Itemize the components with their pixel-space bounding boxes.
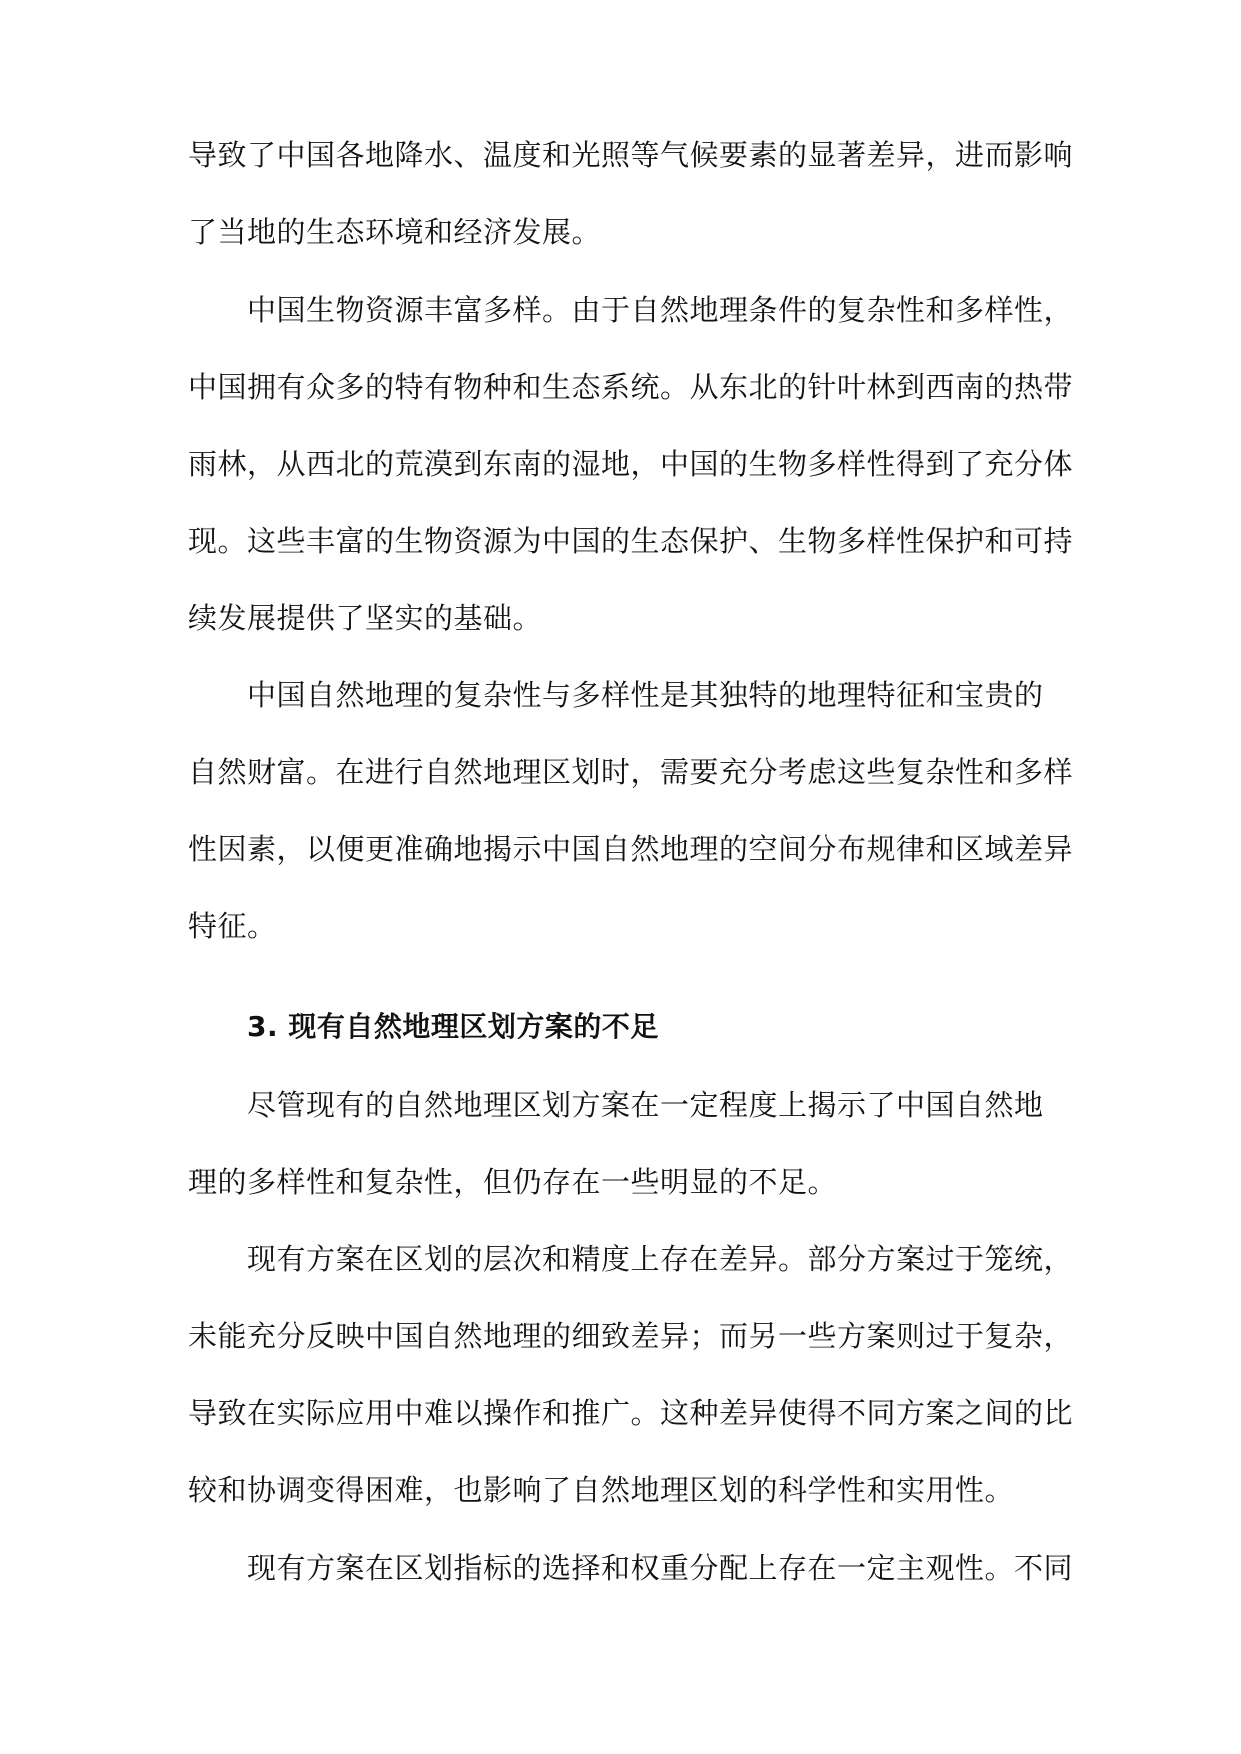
paragraph-line: 现。这些丰富的生物资源为中国的生态保护、生物多样性保护和可持 <box>188 524 1074 558</box>
paragraph-line: 性因素，以便更准确地揭示中国自然地理的空间分布规律和区域差异 <box>188 832 1074 866</box>
paragraph-line: 续发展提供了坚实的基础。 <box>188 601 543 635</box>
paragraph-line: 现有方案在区划指标的选择和权重分配上存在一定主观性。不同 <box>247 1551 1074 1585</box>
paragraph-line: 雨林，从西北的荒漠到东南的湿地，中国的生物多样性得到了充分体 <box>188 447 1074 481</box>
paragraph-line: 中国拥有众多的特有物种和生态系统。从东北的针叶林到西南的热带 <box>188 370 1074 404</box>
paragraph-line: 未能充分反映中国自然地理的细致差异；而另一些方案则过于复杂， <box>188 1319 1074 1353</box>
paragraph-line: 中国生物资源丰富多样。由于自然地理条件的复杂性和多样性， <box>247 293 1074 327</box>
paragraph-line: 导致在实际应用中难以操作和推广。这种差异使得不同方案之间的比 <box>188 1396 1074 1430</box>
paragraph-line: 较和协调变得困难，也影响了自然地理区划的科学性和实用性。 <box>188 1473 1015 1507</box>
paragraph-line: 理的多样性和复杂性，但仍存在一些明显的不足。 <box>188 1165 838 1199</box>
section-heading: 3. 现有自然地理区划方案的不足 <box>247 1010 659 1043</box>
paragraph-line: 尽管现有的自然地理区划方案在一定程度上揭示了中国自然地 <box>247 1088 1044 1122</box>
paragraph-line: 特征。 <box>188 909 277 943</box>
paragraph-line: 中国自然地理的复杂性与多样性是其独特的地理特征和宝贵的 <box>247 678 1044 712</box>
paragraph-line: 现有方案在区划的层次和精度上存在差异。部分方案过于笼统， <box>247 1242 1074 1276</box>
paragraph-line: 导致了中国各地降水、温度和光照等气候要素的显著差异，进而影响 <box>188 138 1074 172</box>
paragraph-line: 了当地的生态环境和经济发展。 <box>188 215 602 249</box>
paragraph-line: 自然财富。在进行自然地理区划时，需要充分考虑这些复杂性和多样 <box>188 755 1074 789</box>
